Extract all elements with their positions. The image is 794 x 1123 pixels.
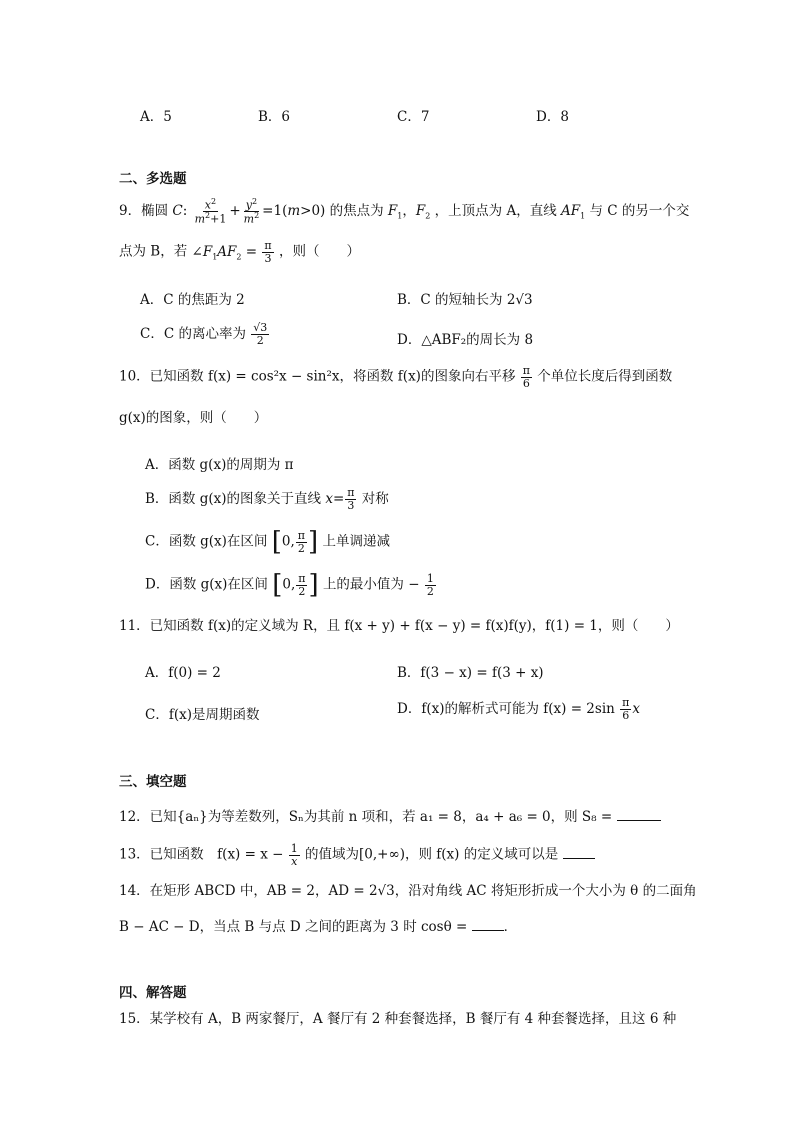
q11-option-d-text: D．f(x)的解析式可能为 f(x) = 2sin bbox=[397, 701, 615, 717]
answer-blank-14[interactable] bbox=[472, 918, 504, 931]
q10-option-d-text: D．函数 g(x)在区间 bbox=[145, 576, 268, 593]
question-14-line-2: B − AC − D，当点 B 与点 D 之间的距离为 3 时 cosθ = ． bbox=[119, 919, 518, 935]
question-9-text-c: 与 C 的另一个交 bbox=[589, 203, 690, 220]
q9-option-c: C．C 的离心率为 $\frac{√3}{2}$ bbox=[140, 321, 268, 347]
question-10-text-a: 10．已知函数 f(x) = cos²x − sin²x，将函数 f(x)的图象向右平移 bbox=[119, 368, 516, 385]
q9-option-a: A．C 的焦距为 2 bbox=[140, 292, 245, 308]
question-14-line-1: 14．在矩形 ABCD 中，AB = 2，AD = 2√3，沿对角线 AC 将矩形折成一个大小为 θ 的二面角 bbox=[119, 883, 697, 899]
question-14-text: B − AC − D，当点 B 与点 D 之间的距离为 3 时 cosθ = bbox=[119, 919, 472, 935]
question-10-line-1: 10．已知函数 f(x) = cos²x − sin²x，将函数 f(x)的图象向右平移 $\frac{\pi}{6}$ 个单位长度后得到函数 bbox=[119, 364, 673, 390]
question-10-text-b: 个单位长度后得到函数 bbox=[537, 368, 673, 385]
section-title-multiple-choice: 二、多选题 bbox=[119, 171, 187, 187]
question-9-text-a: 的焦点为 bbox=[329, 203, 384, 220]
q10-option-a: A．函数 g(x)的周期为 π bbox=[145, 457, 294, 473]
q9-option-c-text: C．C 的离心率为 bbox=[140, 326, 246, 342]
question-12-text: 12．已知{aₙ}为等差数列，Sₙ为其前 n 项和，若 a₁ = 8，a₄ + a₆ = 0，则 S₈ = bbox=[119, 809, 617, 825]
top-option-d: D．8 bbox=[536, 109, 569, 125]
q10-option-b: B．函数 g(x)的图象关于直线 x= $\frac{\pi}{3}$ 对称 bbox=[145, 486, 389, 512]
q11-option-c: C．f(x)是周期函数 bbox=[145, 707, 260, 723]
q10-option-b-text: B．函数 g(x)的图象关于直线 bbox=[145, 491, 322, 507]
question-9-text-b: ，上顶点为 A，直线 bbox=[434, 203, 557, 220]
question-10-line-2: g(x)的图象，则（ ） bbox=[119, 410, 268, 426]
question-9-line-1 bbox=[119, 198, 689, 225]
q10-option-c-text: C．函数 g(x)在区间 bbox=[145, 533, 268, 550]
answer-blank-12[interactable] bbox=[617, 808, 661, 821]
top-option-b: B．6 bbox=[258, 109, 291, 125]
question-13: 13．已知函数 f(x) = x − $\frac{1}{x}$ 的值域为[0,+∞)，则 f(x) 的定义域可以是 bbox=[119, 843, 595, 867]
q11-option-d: D．f(x)的解析式可能为 f(x) = 2sin $\frac{\pi}{6}$ x bbox=[397, 696, 640, 722]
section-title-problems: 四、解答题 bbox=[119, 985, 187, 1001]
answer-blank-13[interactable] bbox=[563, 846, 595, 859]
top-option-c: C．7 bbox=[397, 109, 430, 125]
section-title-fill-in: 三、填空题 bbox=[119, 774, 187, 790]
q10-option-d-suffix: 上的最小值为 − bbox=[322, 576, 420, 593]
top-option-a: A．5 bbox=[140, 109, 172, 125]
q10-option-d: D．函数 g(x)在区间 [0, $\frac{\pi}{2}$ ] 上的最小值为 − $\frac{1}{2}$ bbox=[145, 570, 434, 600]
q9-option-b: B．C 的短轴长为 2√3 bbox=[397, 292, 533, 308]
question-12 bbox=[119, 808, 661, 825]
question-15-line-1: 15．某学校有 A，B 两家餐厅，A 餐厅有 2 种套餐选择，B 餐厅有 4 种套餐选择，且这 6 种 bbox=[119, 1011, 677, 1027]
q10-option-c-suffix: 上单调递减 bbox=[322, 533, 390, 550]
q11-option-b: B．f(3 − x) = f(3 + x) bbox=[397, 665, 544, 681]
question-9-line-2 bbox=[119, 240, 360, 264]
foci-labels: $F_1$，$F_2$ bbox=[387, 203, 431, 221]
question-11-line-1: 11．已知函数 f(x)的定义域为 R，且 f(x + y) + f(x − y) = f(x)f(y)，f(1) = 1，则（ ） bbox=[119, 618, 679, 634]
q10-option-c: C．函数 g(x)在区间 [0, $\frac{\pi}{2}$ ] 上单调递减 bbox=[145, 527, 390, 557]
q10-option-b-suffix: 对称 bbox=[361, 491, 389, 507]
q9-option-d: D．△ABF₂的周长为 8 bbox=[397, 332, 534, 348]
ellipse-equation: C: $\frac{x^2}{m^2+1}$ + $\frac{y^2}{m^2}$ =1(m>0) bbox=[172, 197, 326, 226]
question-13-text-a: 13．已知函数 f(x) = x − bbox=[119, 846, 284, 863]
question-13-text-b: 的值域为[0,+∞)，则 f(x) 的定义域可以是 bbox=[305, 846, 559, 863]
question-9-text-d: 点为 B，若 bbox=[119, 243, 188, 260]
question-9-text-e: ，则（ ） bbox=[278, 243, 360, 260]
q11-option-a: A．f(0) = 2 bbox=[145, 665, 221, 681]
angle-condition: $\angle F_1AF_2$ = $\frac{\pi}{3}$ bbox=[191, 239, 272, 265]
line-af1: $AF_1$ bbox=[561, 203, 586, 221]
question-9-number: 9．椭圆 bbox=[119, 203, 169, 220]
